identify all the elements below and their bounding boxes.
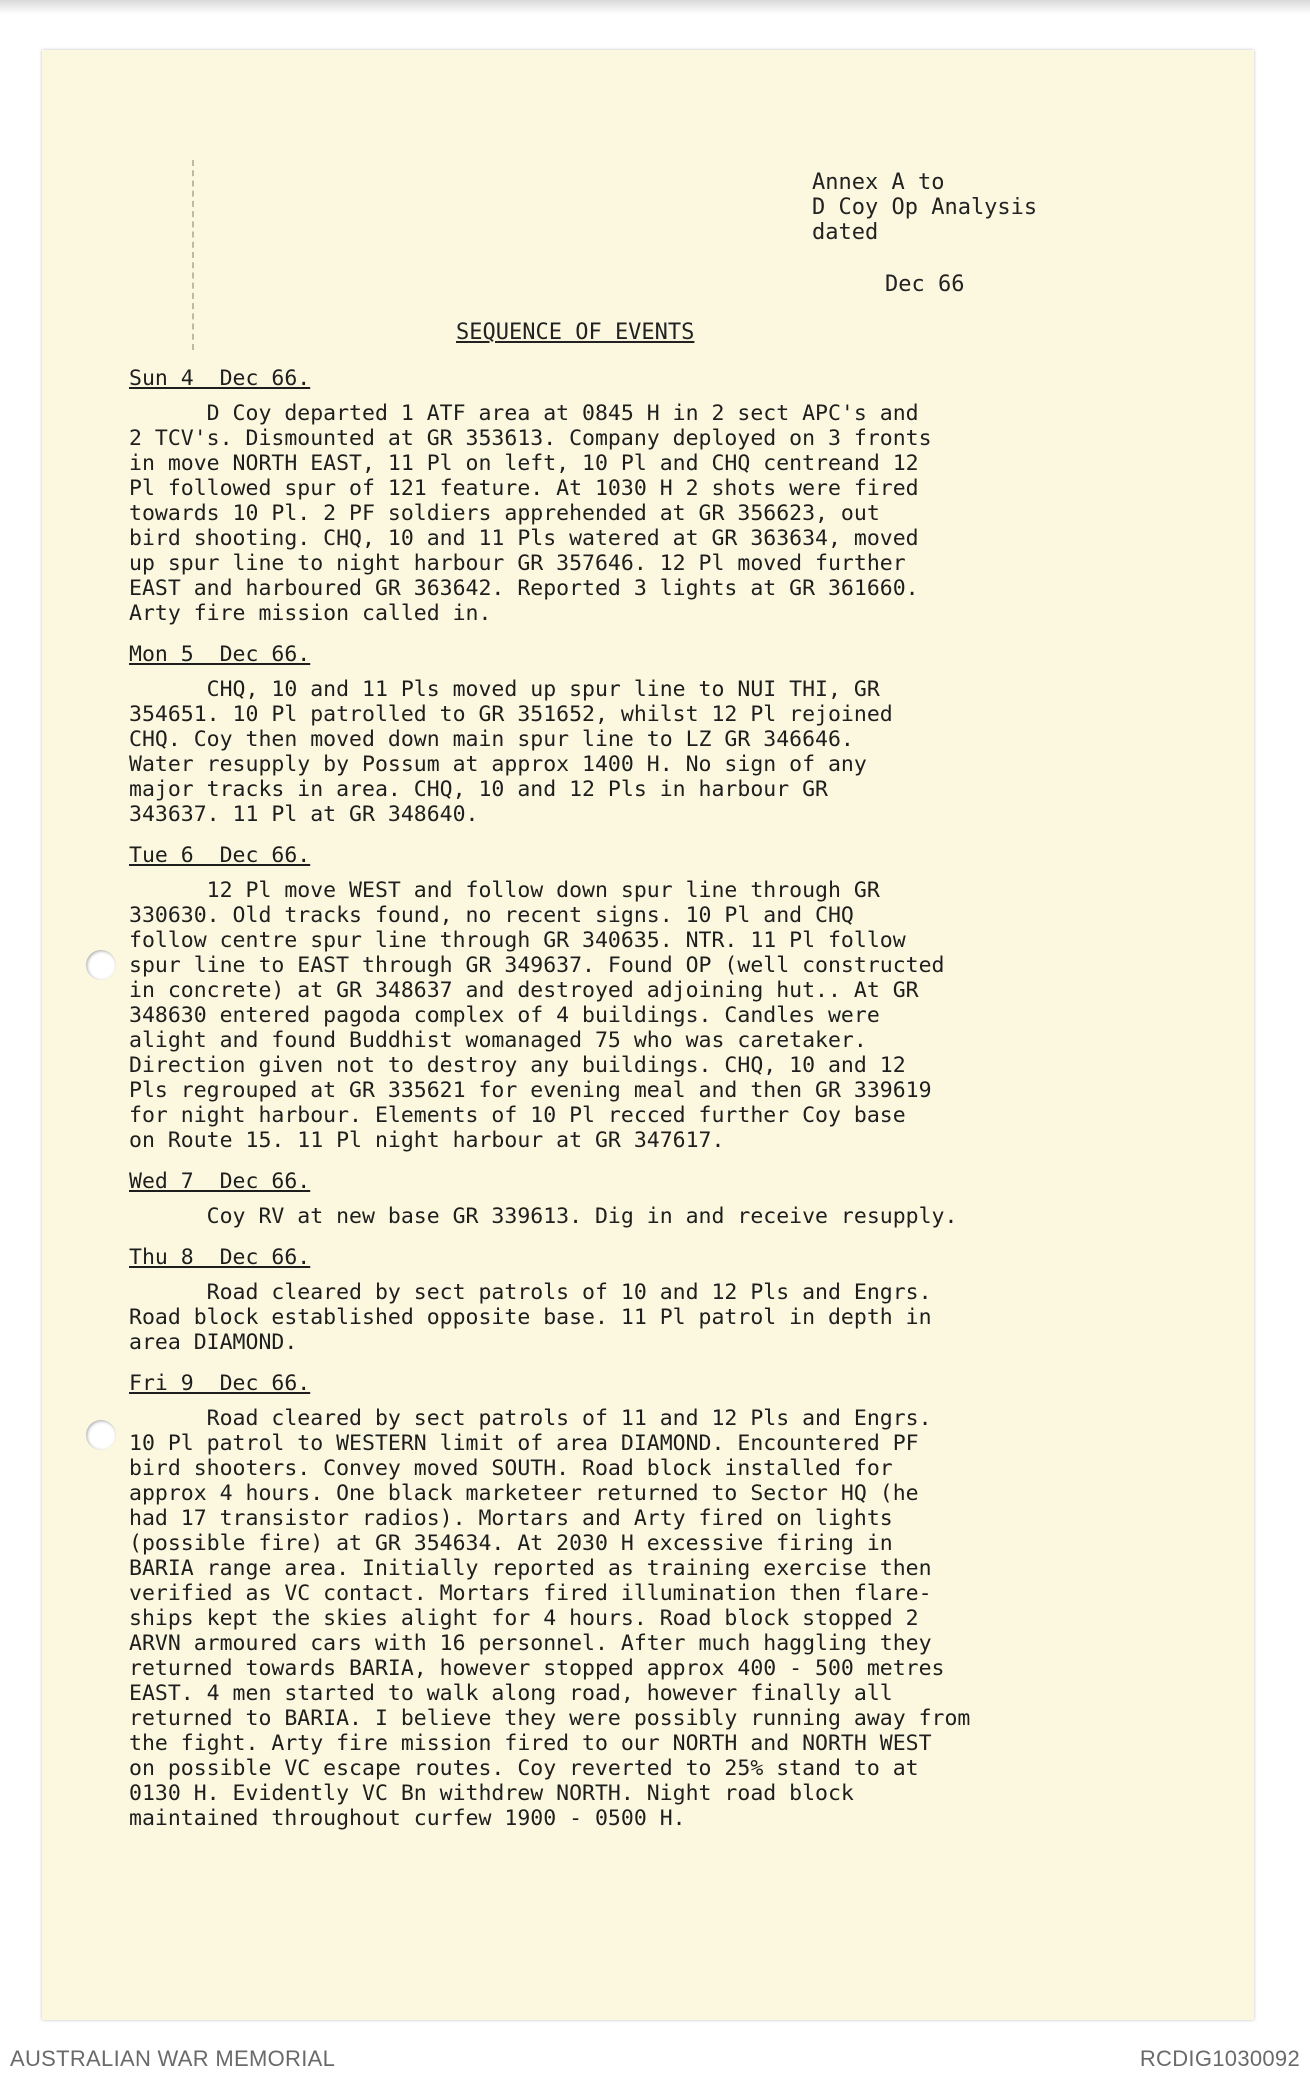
entry-date: Thu 8 Dec 66.: [129, 1245, 311, 1270]
annex-line: D Coy Op Analysis: [812, 195, 1038, 220]
footer-reference: RCDIG1030092: [1139, 2046, 1300, 2071]
entry-date: Wed 7 Dec 66.: [129, 1169, 311, 1194]
entry-text-line: CHQ, 10 and 11 Pls moved up spur line to NUI THI, GR: [129, 677, 880, 702]
entry-text-line: Coy RV at new base GR 339613. Dig in and receive resupply.: [129, 1204, 958, 1229]
event-entry: [129, 642, 1129, 827]
entry-text-line: returned towards BARIA, however stopped approx 400 - 500 metres: [129, 1656, 945, 1681]
event-entry: [129, 843, 1129, 1153]
entry-text-line: maintained throughout curfew 1900 - 0500 H.: [129, 1806, 686, 1831]
event-entries: [129, 366, 1129, 1847]
footer-source: AUSTRALIAN WAR MEMORIAL: [10, 2046, 336, 2071]
entry-text-line: verified as VC contact. Mortars fired illumination then flare-: [129, 1581, 932, 1606]
entry-text-line: 354651. 10 Pl patrolled to GR 351652, whilst 12 Pl rejoined: [129, 702, 893, 727]
event-entry: [129, 1245, 1129, 1355]
annex-date: Dec 66: [885, 272, 965, 297]
entry-text-line: 0130 H. Evidently VC Bn withdrew NORTH. Night road block: [129, 1781, 854, 1806]
entry-text-line: in move NORTH EAST, 11 Pl on left, 10 Pl and CHQ centreand 12: [129, 451, 919, 476]
entry-text-line: BARIA range area. Initially reported as training exercise then: [129, 1556, 932, 1581]
entry-text-line: 343637. 11 Pl at GR 348640.: [129, 802, 479, 827]
entry-text-line: Pl followed spur of 121 feature. At 1030 H 2 shots were fired: [129, 476, 919, 501]
entry-text-line: 10 Pl patrol to WESTERN limit of area DIAMOND. Encountered PF: [129, 1431, 919, 1456]
entry-text-line: on Route 15. 11 Pl night harbour at GR 347617.: [129, 1128, 725, 1153]
event-entry: [129, 1371, 1129, 1831]
document-title: SEQUENCE OF EVENTS: [456, 320, 695, 345]
annex-reference: [812, 170, 1037, 245]
entry-text-line: (possible fire) at GR 354634. At 2030 H excessive firing in: [129, 1531, 893, 1556]
entry-text-line: for night harbour. Elements of 10 Pl recced further Coy base: [129, 1103, 906, 1128]
annex-line: dated: [812, 220, 879, 245]
entry-text-line: spur line to EAST through GR 349637. Found OP (well constructed: [129, 953, 945, 978]
entry-text-line: ARVN armoured cars with 16 personnel. After much haggling they: [129, 1631, 932, 1656]
event-entry: [129, 1169, 1129, 1229]
entry-text-line: 330630. Old tracks found, no recent signs. 10 Pl and CHQ: [129, 903, 854, 928]
entry-date: Tue 6 Dec 66.: [129, 843, 311, 868]
entry-text-line: bird shooting. CHQ, 10 and 11 Pls watered at GR 363634, moved: [129, 526, 919, 551]
entry-text-line: 12 Pl move WEST and follow down spur line through GR: [129, 878, 880, 903]
annex-line: Annex A to: [812, 170, 945, 195]
entry-text-line: bird shooters. Convey moved SOUTH. Road block installed for: [129, 1456, 893, 1481]
margin-mark: [192, 160, 194, 350]
entry-text-line: returned to BARIA. I believe they were possibly running away from: [129, 1706, 971, 1731]
entry-text-line: Direction given not to destroy any buildings. CHQ, 10 and 12: [129, 1053, 906, 1078]
entry-text-line: Pls regrouped at GR 335621 for evening meal and then GR 339619: [129, 1078, 932, 1103]
entry-text-line: Water resupply by Possum at approx 1400 H. No sign of any: [129, 752, 867, 777]
entry-text-line: approx 4 hours. One black marketeer returned to Sector HQ (he: [129, 1481, 919, 1506]
entry-text-line: EAST. 4 men started to walk along road, however finally all: [129, 1681, 893, 1706]
entry-text-line: Road cleared by sect patrols of 11 and 12 Pls and Engrs.: [129, 1406, 932, 1431]
punch-hole: [86, 1420, 116, 1450]
entry-text-line: up spur line to night harbour GR 357646. 12 Pl moved further: [129, 551, 906, 576]
entry-text-line: follow centre spur line through GR 340635. NTR. 11 Pl follow: [129, 928, 906, 953]
entry-text-line: towards 10 Pl. 2 PF soldiers apprehended at GR 356623, out: [129, 501, 880, 526]
entry-date: Fri 9 Dec 66.: [129, 1371, 311, 1396]
entry-text-line: D Coy departed 1 ATF area at 0845 H in 2 sect APC's and: [129, 401, 919, 426]
entry-text-line: CHQ. Coy then moved down main spur line to LZ GR 346646.: [129, 727, 854, 752]
scan-top-edge: [0, 0, 1310, 14]
entry-text-line: Road block established opposite base. 11 Pl patrol in depth in: [129, 1305, 932, 1330]
entry-date: Mon 5 Dec 66.: [129, 642, 311, 667]
entry-date: Sun 4 Dec 66.: [129, 366, 311, 391]
entry-text-line: area DIAMOND.: [129, 1330, 298, 1355]
punch-hole: [86, 950, 116, 980]
entry-text-line: 348630 entered pagoda complex of 4 buildings. Candles were: [129, 1003, 880, 1028]
entry-text-line: on possible VC escape routes. Coy reverted to 25% stand to at: [129, 1756, 919, 1781]
entry-text-line: EAST and harboured GR 363642. Reported 3 lights at GR 361660.: [129, 576, 919, 601]
entry-text-line: the fight. Arty fire mission fired to our NORTH and NORTH WEST: [129, 1731, 932, 1756]
entry-text-line: ships kept the skies alight for 4 hours. Road block stopped 2: [129, 1606, 919, 1631]
event-entry: [129, 366, 1129, 626]
entry-text-line: major tracks in area. CHQ, 10 and 12 Pls in harbour GR: [129, 777, 828, 802]
entry-text-line: Road cleared by sect patrols of 10 and 12 Pls and Engrs.: [129, 1280, 932, 1305]
entry-text-line: 2 TCV's. Dismounted at GR 353613. Company deployed on 3 fronts: [129, 426, 932, 451]
entry-text-line: alight and found Buddhist womanaged 75 who was caretaker.: [129, 1028, 867, 1053]
entry-text-line: in concrete) at GR 348637 and destroyed adjoining hut.. At GR: [129, 978, 919, 1003]
entry-text-line: had 17 transistor radios). Mortars and Arty fired on lights: [129, 1506, 893, 1531]
entry-text-line: Arty fire mission called in.: [129, 601, 492, 626]
